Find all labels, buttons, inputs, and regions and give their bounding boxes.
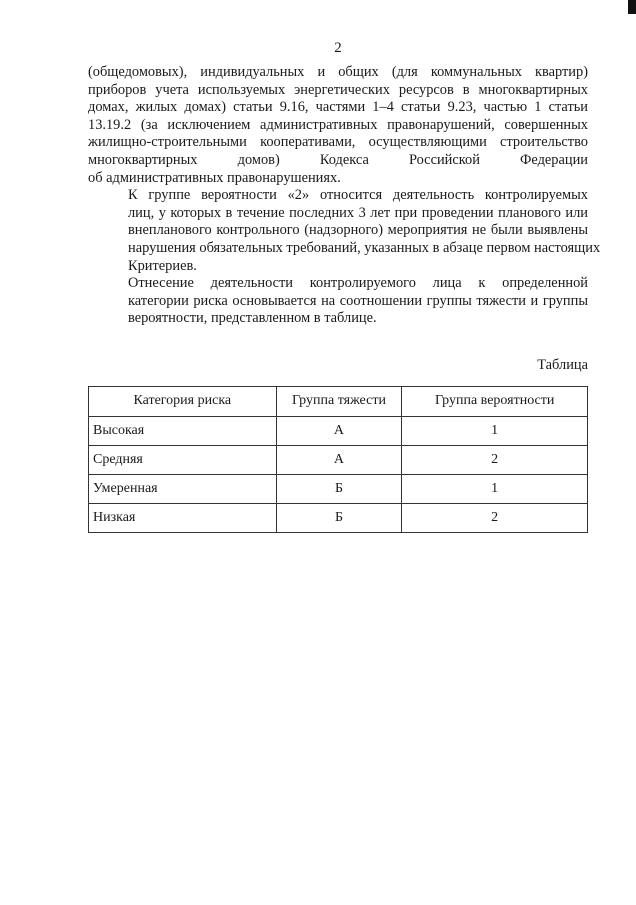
paragraph-line: жилищно-строительными кооперативами, осуществляющими строительство (88, 134, 588, 151)
severity-group-cell: А (276, 416, 402, 445)
probability-group-cell: 1 (402, 416, 588, 445)
paragraph-line: лиц, у которых в течение последних 3 лет при проведении планового или (128, 204, 588, 221)
page-number: 2 (334, 40, 342, 56)
table-caption: Таблица (537, 356, 588, 373)
paragraph-line: об административных правонарушениях. (88, 169, 341, 186)
risk-category-cell: Умеренная (89, 474, 277, 503)
paragraph-line: Критериев. (128, 257, 197, 274)
risk-category-cell: Высокая (89, 416, 277, 445)
probability-group-cell: 2 (402, 445, 588, 474)
paragraph-line: внепланового контрольного (надзорного) мероприятия не были выявлены (128, 222, 588, 239)
paragraph-line: Отнесение деятельности контролируемого лица к определенной (128, 275, 588, 292)
paragraph-line: многоквартирных домов) Кодекса Российской Федерации (88, 151, 588, 168)
paragraph (88, 275, 588, 328)
header-probability-group: Группа вероятности (402, 386, 588, 416)
probability-group-cell: 1 (402, 474, 588, 503)
table-row (89, 416, 588, 445)
table-row (89, 445, 588, 474)
table-row (89, 503, 588, 532)
header-risk-category: Категория риска (89, 386, 277, 416)
table-header-row (89, 386, 588, 416)
paragraph-line: категории риска основывается на соотношении группы тяжести и группы (128, 292, 588, 309)
paragraph (88, 187, 601, 275)
header-severity-group: Группа тяжести (276, 386, 402, 416)
table-row (89, 474, 588, 503)
risk-category-table (88, 386, 588, 533)
paragraph-line: вероятности, представленном в таблице. (128, 310, 377, 327)
paragraph-line: приборов учета используемых энергетических ресурсов в многоквартирных (88, 81, 588, 98)
document-body (88, 64, 601, 328)
severity-group-cell: Б (276, 474, 402, 503)
probability-group-cell: 2 (402, 503, 588, 532)
scan-edge-mark (628, 0, 636, 14)
paragraph-line: 13.19.2 (за исключением административных правонарушений, совершенных (88, 116, 588, 133)
document-page (88, 38, 601, 533)
paragraph-line: (общедомовых), индивидуальных и общих (для коммунальных квартир) (88, 64, 588, 80)
paragraph-line: К группе вероятности «2» относится деятельность контролируемых (128, 187, 588, 204)
risk-category-cell: Средняя (89, 445, 277, 474)
paragraph-line: нарушения обязательных требований, указанных в абзаце первом настоящих (128, 239, 601, 256)
risk-category-cell: Низкая (89, 503, 277, 532)
severity-group-cell: Б (276, 503, 402, 532)
severity-group-cell: А (276, 445, 402, 474)
paragraph-line: домах, жилых домах) статьи 9.16, частями 1–4 статьи 9.23, частью 1 статьи (88, 99, 588, 116)
paragraph (88, 64, 588, 187)
